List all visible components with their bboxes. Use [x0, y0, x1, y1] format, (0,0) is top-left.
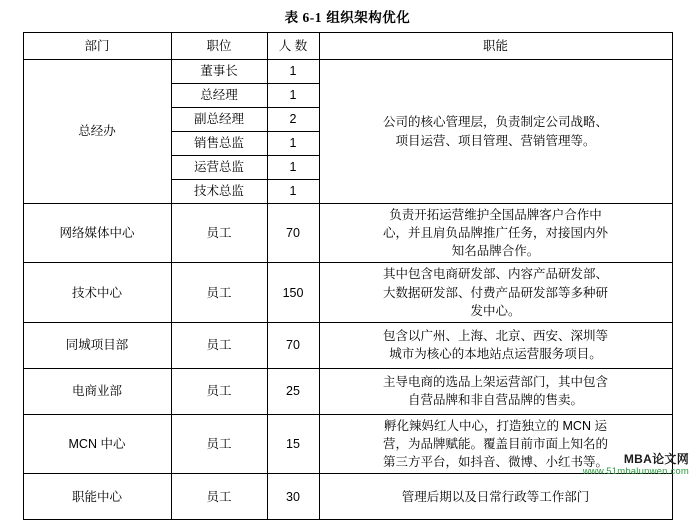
organization-structure-table	[23, 32, 673, 520]
duty-line: 心，并且肩负品牌推广任务，对接国内外	[382, 226, 608, 241]
duty-line: 自营品牌和非自营品牌的售卖。	[407, 393, 583, 408]
cell-duty	[319, 204, 672, 263]
cell-position: 总经理	[171, 84, 267, 108]
duty-line: 发中心。	[470, 303, 521, 318]
cell-count: 150	[267, 263, 319, 322]
cell-duty	[319, 60, 672, 204]
cell-count: 1	[267, 84, 319, 108]
cell-position: 销售总监	[171, 132, 267, 156]
column-header-department: 部门	[23, 33, 171, 60]
table-caption	[0, 0, 695, 32]
cell-position: 员工	[171, 263, 267, 322]
cell-position: 员工	[171, 368, 267, 414]
table-row	[23, 204, 672, 263]
duty-line: 管理后期以及日常行政等工作部门	[401, 489, 590, 504]
cell-count: 1	[267, 156, 319, 180]
cell-count: 70	[267, 204, 319, 263]
cell-position: 员工	[171, 322, 267, 368]
cell-count: 1	[267, 180, 319, 204]
cell-count: 30	[267, 474, 319, 520]
cell-count: 70	[267, 322, 319, 368]
cell-position: 员工	[171, 474, 267, 520]
duty-line: 第三方平台，如抖音、微博、小红书等。	[382, 455, 608, 469]
duty-line: 城市为核心的本地站点运营服务项目。	[389, 347, 602, 362]
cell-count: 2	[267, 108, 319, 132]
cell-position: 副总经理	[171, 108, 267, 132]
cell-position: 员工	[171, 414, 267, 473]
cell-department: 技术中心	[23, 263, 171, 322]
cell-count: 1	[267, 60, 319, 84]
cell-department: 职能中心	[23, 474, 171, 520]
cell-duty	[319, 263, 672, 322]
cell-department: 总经办	[23, 60, 171, 204]
column-header-count: 人 数	[267, 33, 319, 60]
duty-line: 负责开拓运营维护全国品牌客户合作中	[389, 208, 602, 222]
cell-position: 运营总监	[171, 156, 267, 180]
column-header-position: 职位	[171, 33, 267, 60]
duty-line: 其中包含电商研发部、内容产品研发部、	[382, 267, 608, 282]
duty-line: 主导电商的选品上架运营部门，其中包含	[382, 375, 608, 390]
duty-line: 大数据研发部、付费产品研发部等多种研	[382, 285, 608, 300]
cell-department: 网络媒体中心	[23, 204, 171, 263]
table-caption-number: 表 6-1	[284, 10, 323, 25]
cell-count: 15	[267, 414, 319, 473]
cell-duty	[319, 368, 672, 414]
table-row	[23, 368, 672, 414]
cell-department: MCN 中心	[23, 414, 171, 473]
table-caption-title: 组织架构优化	[326, 10, 411, 25]
table-row	[23, 322, 672, 368]
table-row	[23, 414, 672, 473]
duty-line: 包含以广州、上海、北京、西安、深圳等	[382, 329, 608, 344]
cell-position: 董事长	[171, 60, 267, 84]
table-header-row	[23, 33, 672, 60]
cell-position: 员工	[171, 204, 267, 263]
watermark-title: MBA论文网	[623, 452, 689, 467]
table-row	[23, 60, 672, 84]
duty-line: 营，为品牌赋能。覆盖目前市面上知名的	[382, 436, 608, 451]
watermark-url: www.51mbalunwen.com	[582, 466, 689, 478]
cell-position: 技术总监	[171, 180, 267, 204]
column-header-duty: 职能	[319, 33, 672, 60]
table-row	[23, 263, 672, 322]
duty-line: 孵化辣妈红人中心，打造独立的 MCN 运	[384, 418, 607, 433]
cell-duty	[319, 322, 672, 368]
duty-line: 项目运营、项目管理、营销管理等。	[395, 133, 596, 148]
duty-line: 知名品牌合作。	[451, 244, 540, 259]
duty-line: 公司的核心管理层，负责制定公司战略、	[382, 115, 608, 130]
cell-department: 电商业部	[23, 368, 171, 414]
table-header	[23, 33, 672, 60]
cell-department: 同城项目部	[23, 322, 171, 368]
cell-count: 1	[267, 132, 319, 156]
table-body	[23, 60, 672, 520]
cell-count: 25	[267, 368, 319, 414]
watermark	[583, 453, 689, 478]
